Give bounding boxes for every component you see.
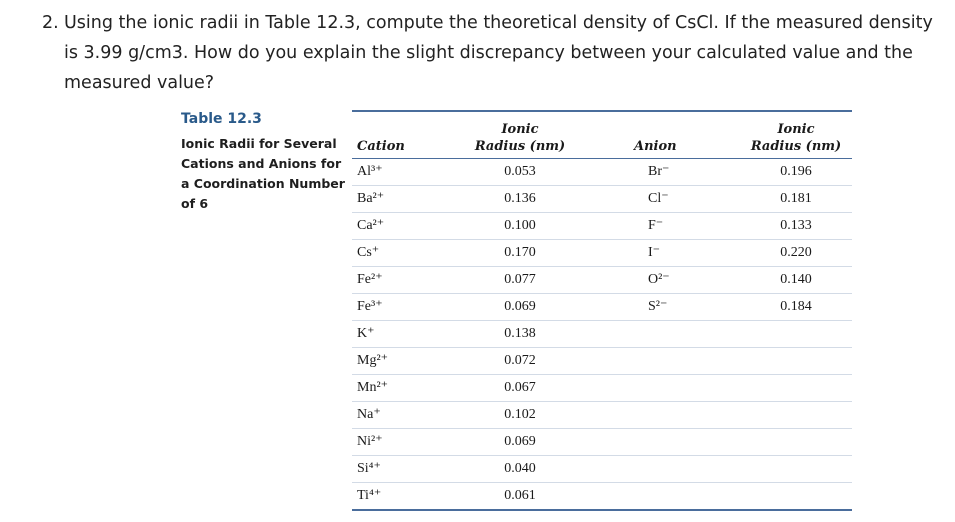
cell-anion-radius: 0.196 (780, 164, 812, 179)
cell-cation: Cs⁺ (357, 245, 380, 260)
cell-cation-radius: 0.069 (504, 434, 536, 449)
table-row (352, 402, 852, 429)
cell-cation: Fe²⁺ (357, 272, 383, 287)
table-caption (181, 110, 346, 214)
ionic-radii-table (352, 110, 852, 511)
header-cation-radius (460, 121, 580, 155)
table-row (352, 375, 852, 402)
cell-cation-radius: 0.170 (504, 245, 536, 260)
cell-cation: Ni²⁺ (357, 434, 383, 449)
cell-cation-radius: 0.053 (504, 164, 536, 179)
cell-cation-radius: 0.077 (504, 272, 536, 287)
cell-anion-radius: 0.220 (780, 245, 812, 260)
header-cation-radius-line2: Radius (nm) (474, 139, 566, 154)
cell-cation: Si⁴⁺ (357, 461, 381, 476)
cell-anion: O²⁻ (648, 272, 670, 287)
header-cation: Cation (357, 139, 405, 154)
cell-anion-radius: 0.133 (780, 218, 812, 233)
table-row (352, 213, 852, 240)
cell-cation-radius: 0.136 (504, 191, 536, 206)
table-row (352, 294, 852, 321)
cell-cation: Al³⁺ (357, 164, 383, 179)
question (42, 8, 942, 98)
cell-anion-radius: 0.181 (780, 191, 812, 206)
table-row (352, 456, 852, 483)
table-row (352, 483, 852, 511)
table-row (352, 159, 852, 186)
cell-cation: Na⁺ (357, 407, 381, 422)
cell-cation-radius: 0.100 (504, 218, 536, 233)
question-number: 2. (42, 13, 59, 33)
question-text: Using the ionic radii in Table 12.3, compute the theoretical density of CsCl. If the measured density is 3.99 g/cm3. How do you explain the slight discrepancy between your calculated value and the measured value? (64, 13, 933, 93)
cell-anion: I⁻ (648, 245, 661, 260)
table-label: Table 12.3 (181, 111, 262, 127)
cell-cation-radius: 0.138 (504, 326, 536, 341)
table-row (352, 348, 852, 375)
header-anion-radius-line1: Ionic (777, 122, 815, 137)
header-anion-radius-line2: Radius (nm) (750, 139, 842, 154)
table-row (352, 429, 852, 456)
table-row (352, 240, 852, 267)
cell-anion: Cl⁻ (648, 191, 669, 206)
cell-anion-radius: 0.184 (780, 299, 812, 314)
cell-cation-radius: 0.102 (504, 407, 536, 422)
header-anion: Anion (634, 139, 677, 154)
cell-cation-radius: 0.069 (504, 299, 536, 314)
cell-cation: Mg²⁺ (357, 353, 389, 368)
table-title: Ionic Radii for Several Cations and Anions for a Coordination Number of 6 (181, 136, 345, 211)
cell-anion-radius: 0.140 (780, 272, 812, 287)
cell-cation-radius: 0.067 (504, 380, 536, 395)
header-cation-radius-line1: Ionic (501, 122, 539, 137)
table-body (352, 159, 852, 511)
cell-cation-radius: 0.040 (504, 461, 536, 476)
cell-cation: Ca²⁺ (357, 218, 385, 233)
table-row (352, 267, 852, 294)
cell-anion: S²⁻ (648, 299, 668, 314)
header-anion-radius (736, 121, 856, 155)
cell-anion: Br⁻ (648, 164, 670, 179)
table-header (352, 112, 852, 159)
cell-cation: K⁺ (357, 326, 375, 341)
table-row (352, 321, 852, 348)
cell-cation: Ba²⁺ (357, 191, 385, 206)
cell-cation: Fe³⁺ (357, 299, 383, 314)
cell-cation: Ti⁴⁺ (357, 488, 382, 503)
table-row (352, 186, 852, 213)
cell-cation-radius: 0.061 (504, 488, 536, 503)
cell-cation-radius: 0.072 (504, 353, 536, 368)
cell-anion: F⁻ (648, 218, 664, 233)
cell-cation: Mn²⁺ (357, 380, 389, 395)
